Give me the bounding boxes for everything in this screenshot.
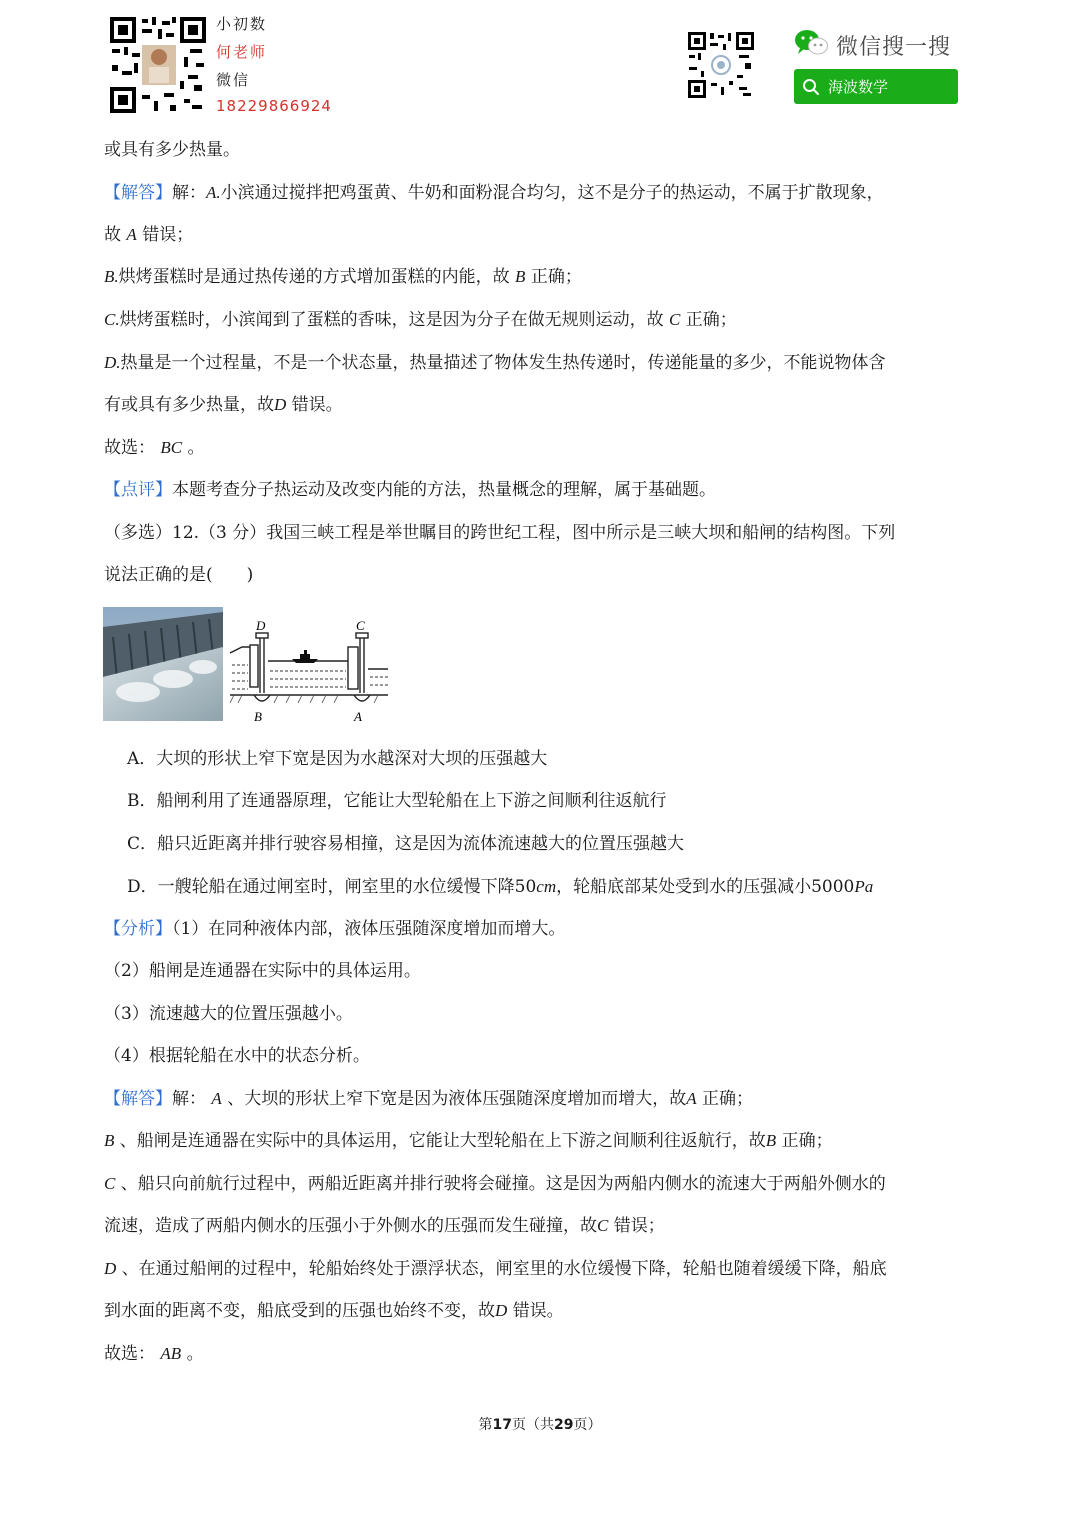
dam-photo <box>103 607 223 721</box>
answer-tag-q12: 【解答】 <box>104 1089 172 1109</box>
wechat-logo-icon <box>794 29 828 61</box>
analysis-line2: （2）船闸是连通器在实际中的具体运用。 <box>104 961 421 981</box>
diagram-label-b: B <box>254 709 262 724</box>
prev-answer-d2: 有或具有多少热量，故D 错误。 <box>104 395 343 415</box>
prev-choice: 故选： BC 。 <box>104 438 205 458</box>
q12-option-c[interactable]: C．船只近距离并排行驶容易相撞，这是因为流体流速越大的位置压强越大 <box>127 834 685 854</box>
page-footer: 第17页（共29页） <box>478 1417 602 1433</box>
analysis-line3: （3）流速越大的位置压强越小。 <box>104 1004 353 1024</box>
wechat-search-label: 海波数学 <box>828 78 889 96</box>
wechat-qr-code <box>687 31 755 99</box>
prev-answer-d: D.热量是一个过程量，不是一个状态量，热量描述了物体发生热传递时，传递能量的多少，不能说物体含 <box>104 353 886 373</box>
diagram-label-c: C <box>356 618 365 633</box>
page-number: 17 <box>492 1417 512 1433</box>
contact-info <box>216 13 332 117</box>
answer-tag: 【解答】 <box>104 183 172 203</box>
contact-teacher-name: 何老师 <box>216 43 268 61</box>
prev-answer-c: C.烘烤蛋糕时，小滨闻到了蛋糕的香味，这是因为分子在做无规则运动，故 C 正确； <box>104 310 737 330</box>
contact-wechat-label: 微信 <box>216 71 251 89</box>
q12-option-b[interactable]: B．船闸利用了连通器原理，它能让大型轮船在上下游之间顺利往返航行 <box>127 791 667 811</box>
wechat-search-button[interactable] <box>794 69 958 104</box>
contact-line1: 小初数 <box>216 15 268 33</box>
diagram-label-d: D <box>256 618 266 633</box>
search-icon <box>802 78 820 96</box>
q12-choice: 故选： AB 。 <box>104 1344 204 1364</box>
contact-phone: 18229866924 <box>216 97 332 115</box>
q12-answer-c: C 、船只向前航行过程中，两船近距离并排行驶将会碰撞。这是因为两船内侧水的流速大于两船外侧水的 <box>104 1174 886 1194</box>
prev-answer-line2: 故 A 错误； <box>104 225 194 245</box>
comment-tag: 【点评】 <box>104 480 172 500</box>
wechat-search-title: 微信搜一搜 <box>836 35 952 60</box>
q12-stem-line2: 说法正确的是( ) <box>104 565 254 585</box>
q12-answer-a: 【解答】解： A 、大坝的形状上窄下宽是因为液体压强随深度增加而增大，故A 正确； <box>104 1089 753 1109</box>
prev-answer-b: B.烘烤蛋糕时是通过热传递的方式增加蛋糕的内能，故 B 正确； <box>104 267 582 287</box>
q12-answer-d2: 到水面的距离不变，船底受到的压强也始终不变，故D 错误。 <box>104 1301 564 1321</box>
ship-lock-diagram <box>228 615 390 725</box>
prev-comment: 【点评】本题考查分子热运动及改变内能的方法，热量概念的理解，属于基础题。 <box>104 480 716 500</box>
q12-stem-line1: （多选）12.（3 分）我国三峡工程是举世瞩目的跨世纪工程，图中所示是三峡大坝和船闸的结构图。下列 <box>104 523 896 543</box>
diagram-label-a: A <box>354 709 362 724</box>
page-total: 29 <box>554 1417 574 1433</box>
q12-option-d[interactable]: D．一艘轮船在通过闸室时，闸室里的水位缓慢下降50cm，轮船底部某处受到水的压强减小5000Pa <box>127 877 874 897</box>
q12-option-a[interactable]: A．大坝的形状上窄下宽是因为水越深对大坝的压强越大 <box>127 749 548 769</box>
contact-qr-code <box>108 15 208 115</box>
q12-answer-d: D 、在通过船闸的过程中，轮船始终处于漂浮状态，闸室里的水位缓慢下降，轮船也随着缓缓下降，船底 <box>104 1259 887 1279</box>
prev-tail-line: 或具有多少热量。 <box>104 140 240 160</box>
analysis-line1: 【分析】（1）在同种液体内部，液体压强随深度增加而增大。 <box>104 919 566 939</box>
analysis-tag: 【分析】 <box>104 919 172 939</box>
prev-answer-line1: 【解答】解：A.小滨通过搅拌把鸡蛋黄、牛奶和面粉混合均匀，这不是分子的热运动，不属于扩散现象， <box>104 183 884 203</box>
q12-answer-b: B 、船闸是连通器在实际中的具体运用，它能让大型轮船在上下游之间顺利往返航行，故B 正确； <box>104 1131 833 1151</box>
q12-answer-c2: 流速，造成了两船内侧水的压强小于外侧水的压强而发生碰撞，故C 错误； <box>104 1216 665 1236</box>
analysis-line4: （4）根据轮船在水中的状态分析。 <box>104 1046 370 1066</box>
